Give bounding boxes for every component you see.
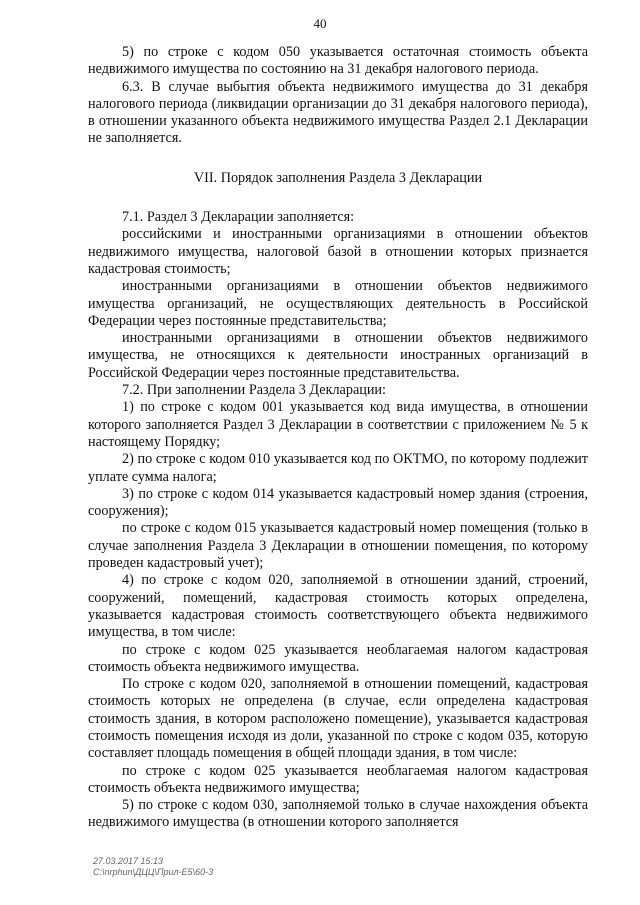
page-number: 40 [313,16,327,31]
paragraph: По строке с кодом 020, заполняемой в отношении помещений, кадастровая стоимость которых не определена (в случае, если определена кадастровая стоимость здания, в котором расположено помещение), указывается кадастровая стоимость помещения исходя из доли, указанной по строке с кодом 035, которую составляет площадь помещения в общей площади здания, в том числе: [88,676,588,762]
file-footer [93,856,213,878]
paragraph: 1) по строке с кодом 001 указывается код вида имущества, в отношении которого заполняется Раздел 3 Декларации в соответствии с приложением № 5 к настоящему Порядку; [88,399,588,450]
paragraph: 2) по строке с кодом 010 указывается код по ОКТМО, по которому подлежит уплате сумма налога; [88,451,588,485]
document-body [88,44,588,832]
paragraph: по строке с кодом 025 указывается необлагаемая налогом кадастровая стоимость объекта недвижимого имущества. [88,641,588,675]
paragraph: по строке с кодом 025 указывается необлагаемая налогом кадастровая стоимость объекта недвижимого имущества; [88,762,588,796]
paragraph: иностранными организациями в отношении объектов недвижимого имущества организаций, не осуществляющих деятельность в Российской Федерации через постоянные представительства; [88,278,588,329]
paragraph: 7.2. При заполнении Раздела 3 Декларации: [122,382,386,399]
footer-timestamp: 27.03.2017 15:13 [93,856,164,866]
paragraph: иностранными организациями в отношении объектов недвижимого имущества, не относящихся к деятельности иностранных организаций в Российской Федерации через постоянные представительства. [88,330,588,381]
paragraph: 3) по строке с кодом 014 указывается кадастровый номер здания (строения, сооружения); [88,485,588,520]
paragraph: 5) по строке с кодом 050 указывается остаточная стоимость объекта недвижимого имущества по состоянию на 31 декабря налогового периода. [88,44,588,78]
paragraph: 4) по строке с кодом 020, заполняемой в отношении зданий, строений, сооружений, помещений, кадастровая стоимость которых определена, указывается кадастровая стоимость соответствующего объекта недвижимого имущества, в том числе: [88,572,588,641]
paragraph: российскими и иностранными организациями в отношении объектов недвижимого имущества, налоговой базой в отношении которых признается кадастровая стоимость; [88,226,588,277]
footer-file-path: С:\nrphun\ДЦЦ\Прил-Е5\60-3 [93,867,214,877]
paragraph: 7.1. Раздел 3 Декларации заполняется: [122,209,355,226]
paragraph: 5) по строке с кодом 030, заполняемой только в случае нахождения объекта недвижимого имущества (в отношении которого заполняется [88,797,588,831]
paragraph: 6.3. В случае выбытия объекта недвижимого имущества до 31 декабря налогового периода (ликвидации организации до 31 декабря налогового периода), в отношении указанного объекта недвижимого имущества Раздел 2.1 Декларации не заполняется. [88,78,588,147]
section-title: VII. Порядок заполнения Раздела 3 Декларации [193,169,483,186]
paragraph: по строке с кодом 015 указывается кадастровый номер помещения (только в случае заполнения Раздела 3 Декларации в отношении помещения, по которому проведен кадастровый учет); [88,520,588,572]
